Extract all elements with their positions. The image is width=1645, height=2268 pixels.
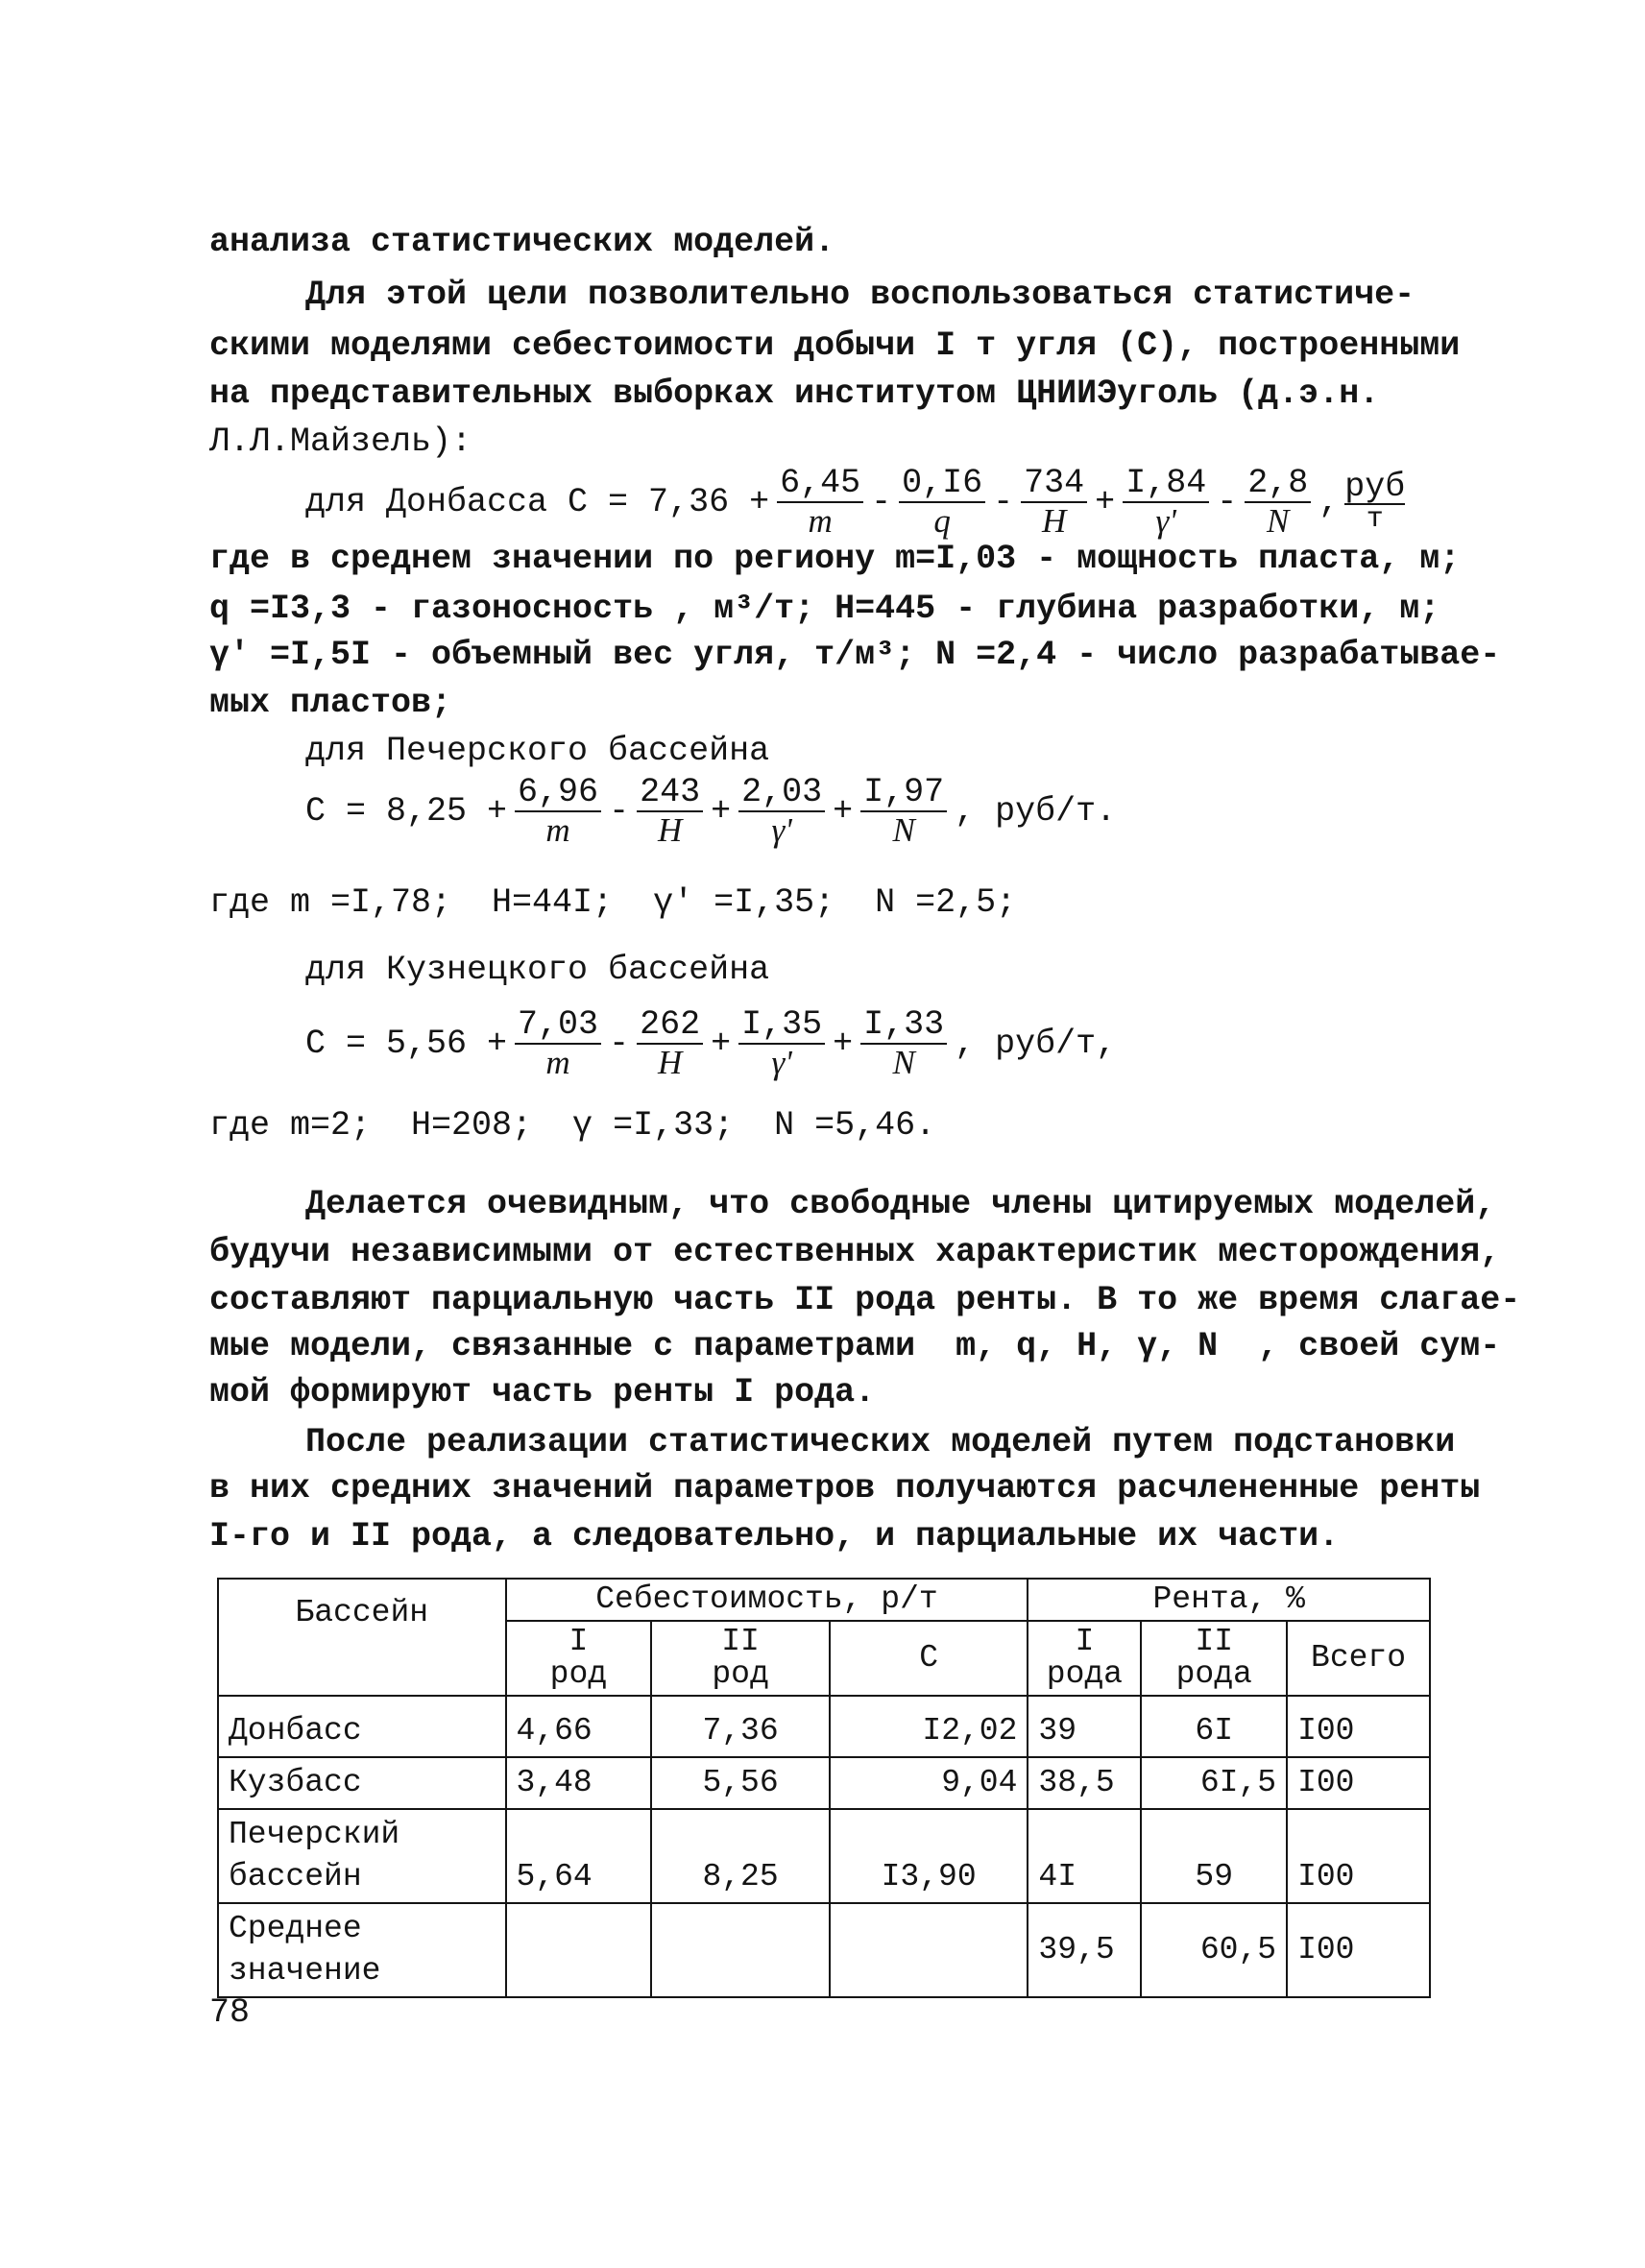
rent-total: I00 (1287, 1757, 1430, 1809)
text-line: q =I3,3 - газоносность , м³/т; Н=445 - глубина разработки, м; (209, 590, 1440, 628)
text-line: мой формируют часть ренты I рода. (209, 1373, 876, 1411)
text-line: мые модели, связанные с параметрами m, q, H, γ, N , своей сум- (209, 1327, 1501, 1365)
fraction: $\frac{6,45}{m}$ (777, 465, 863, 540)
basin-name: Печерский бассейн (218, 1809, 506, 1903)
params-line: где m =I,78; Н=44I; γ' =I,35; N =2,5; (209, 883, 1017, 922)
header-cost: Себестоимость, р/т (506, 1579, 1028, 1621)
section-heading: для Кузнецкого бассейна (305, 951, 770, 989)
text-line: в них средних значений параметров получаются расчлененные ренты (209, 1469, 1481, 1508)
basin-name: Среднее значение (218, 1903, 506, 1997)
text-line: будучи независимыми от естественных характеристик месторождения, (209, 1233, 1501, 1271)
fraction: $\frac{2,03}{\gamma'}$ (738, 774, 825, 849)
rent-table (217, 1578, 1431, 1998)
cost-c: I3,90 (830, 1809, 1028, 1903)
text-line: анализа статистических моделей. (209, 223, 835, 261)
cost-ii (651, 1903, 830, 1997)
fraction: $\frac{2,8}{N}$ (1245, 465, 1311, 540)
rent-ii: 59 (1141, 1809, 1287, 1903)
cost-c: I2,02 (830, 1696, 1028, 1757)
formula-lead: для Донбасса С = 7,36 + (305, 483, 770, 521)
rent-total: I00 (1287, 1903, 1430, 1997)
text-line: скими моделями себестоимости добычи I т угля (С), построенными (209, 326, 1461, 365)
cost-c (830, 1903, 1028, 1997)
subheader: II рода (1141, 1621, 1287, 1696)
text-line: Для этой цели позволительно воспользоваться статистиче- (305, 276, 1415, 314)
cost-c: 9,04 (830, 1757, 1028, 1809)
cost-ii: 5,56 (651, 1757, 830, 1809)
fraction: $\frac{I,97}{N}$ (860, 774, 947, 849)
text-line: После реализации статистических моделей путем подстановки (305, 1423, 1456, 1461)
subheader: II род (651, 1621, 830, 1696)
table-row (218, 1696, 1430, 1757)
rent-i: 39,5 (1028, 1903, 1141, 1997)
fraction: $\frac{262}{H}$ (637, 1006, 703, 1081)
table-row (218, 1903, 1430, 1997)
fraction: $\frac{734}{H}$ (1021, 465, 1087, 540)
rent-ii: 60,5 (1141, 1903, 1287, 1997)
cost-i: 5,64 (506, 1809, 652, 1903)
rent-total: I00 (1287, 1696, 1430, 1757)
fraction: $\frac{I,84}{\gamma'}$ (1123, 465, 1209, 540)
header-basin: Бассейн (218, 1579, 506, 1696)
cost-ii: 7,36 (651, 1696, 830, 1757)
subheader: I рода (1028, 1621, 1141, 1696)
header-rent: Рента, % (1028, 1579, 1430, 1621)
rent-ii: 6I,5 (1141, 1757, 1287, 1809)
fraction: $\frac{7,03}{m}$ (515, 1006, 601, 1081)
basin-name: Донбасс (218, 1696, 506, 1757)
table-row (218, 1809, 1430, 1903)
cost-i (506, 1903, 652, 1997)
section-heading: для Печерского бассейна (305, 732, 770, 770)
unit-fraction: $\frac{\text{руб}}{т}$ (1344, 468, 1406, 536)
text-line: Л.Л.Майзель): (209, 422, 472, 461)
subheader: С (830, 1621, 1028, 1696)
text-line: Делается очевидным, что свободные члены цитируемых моделей, (305, 1185, 1496, 1223)
text-line: где в среднем значении по региону m=I,03 - мощность пласта, м; (209, 540, 1461, 578)
text-line: на представительных выборках институтом ЦНИИЭуголь (д.э.н. (209, 374, 1380, 413)
text-line: составляют парциальную часть II рода ренты. В то же время слагае- (209, 1281, 1521, 1319)
params-line: где m=2; Н=208; γ =I,33; N =5,46. (209, 1106, 936, 1145)
formula-donbass: для Донбасса С = 7,36 + $\frac{6,45}{m}$ - $\frac{0,I6}{q}$ - $\frac{734}{H}$ + $\frac{I,84}{\gamma'}$ - $\frac{2,8}{N}$ , $\frac{\text{руб}}{т}$ (305, 464, 1406, 540)
text-line: I-го и II рода, а следовательно, и парциальные их части. (209, 1517, 1340, 1556)
formula-pechora: С = 8,25 + $\frac{6,96}{m}$ - $\frac{243}{H}$ + $\frac{2,03}{\gamma'}$ + $\frac{I,97}{N}$ , руб/т. (305, 773, 1117, 849)
cost-ii: 8,25 (651, 1809, 830, 1903)
rent-ii: 6I (1141, 1696, 1287, 1757)
text-line: γ' =I,5I - объемный вес угля, т/м³; N =2,4 - число разрабатывае- (209, 636, 1501, 674)
cost-i: 3,48 (506, 1757, 652, 1809)
subheader: I род (506, 1621, 652, 1696)
rent-total: I00 (1287, 1809, 1430, 1903)
rent-i: 38,5 (1028, 1757, 1141, 1809)
subheader: Всего (1287, 1621, 1430, 1696)
fraction: $\frac{243}{H}$ (637, 774, 703, 849)
fraction: $\frac{6,96}{m}$ (515, 774, 601, 849)
cost-i: 4,66 (506, 1696, 652, 1757)
rent-i: 4I (1028, 1809, 1141, 1903)
table-row (218, 1757, 1430, 1809)
basin-name: Кузбасс (218, 1757, 506, 1809)
fraction: $\frac{I,33}{N}$ (860, 1006, 947, 1081)
rent-i: 39 (1028, 1696, 1141, 1757)
text-line: мых пластов; (209, 684, 452, 722)
fraction: $\frac{0,I6}{q}$ (899, 465, 985, 540)
formula-kuznetsk: С = 5,56 + $\frac{7,03}{m}$ - $\frac{262}{H}$ + $\frac{I,35}{\gamma'}$ + $\frac{I,33}{N}$ , руб/т, (305, 1005, 1117, 1081)
page-number: 78 (209, 1993, 251, 2032)
fraction: $\frac{I,35}{\gamma'}$ (738, 1006, 825, 1081)
